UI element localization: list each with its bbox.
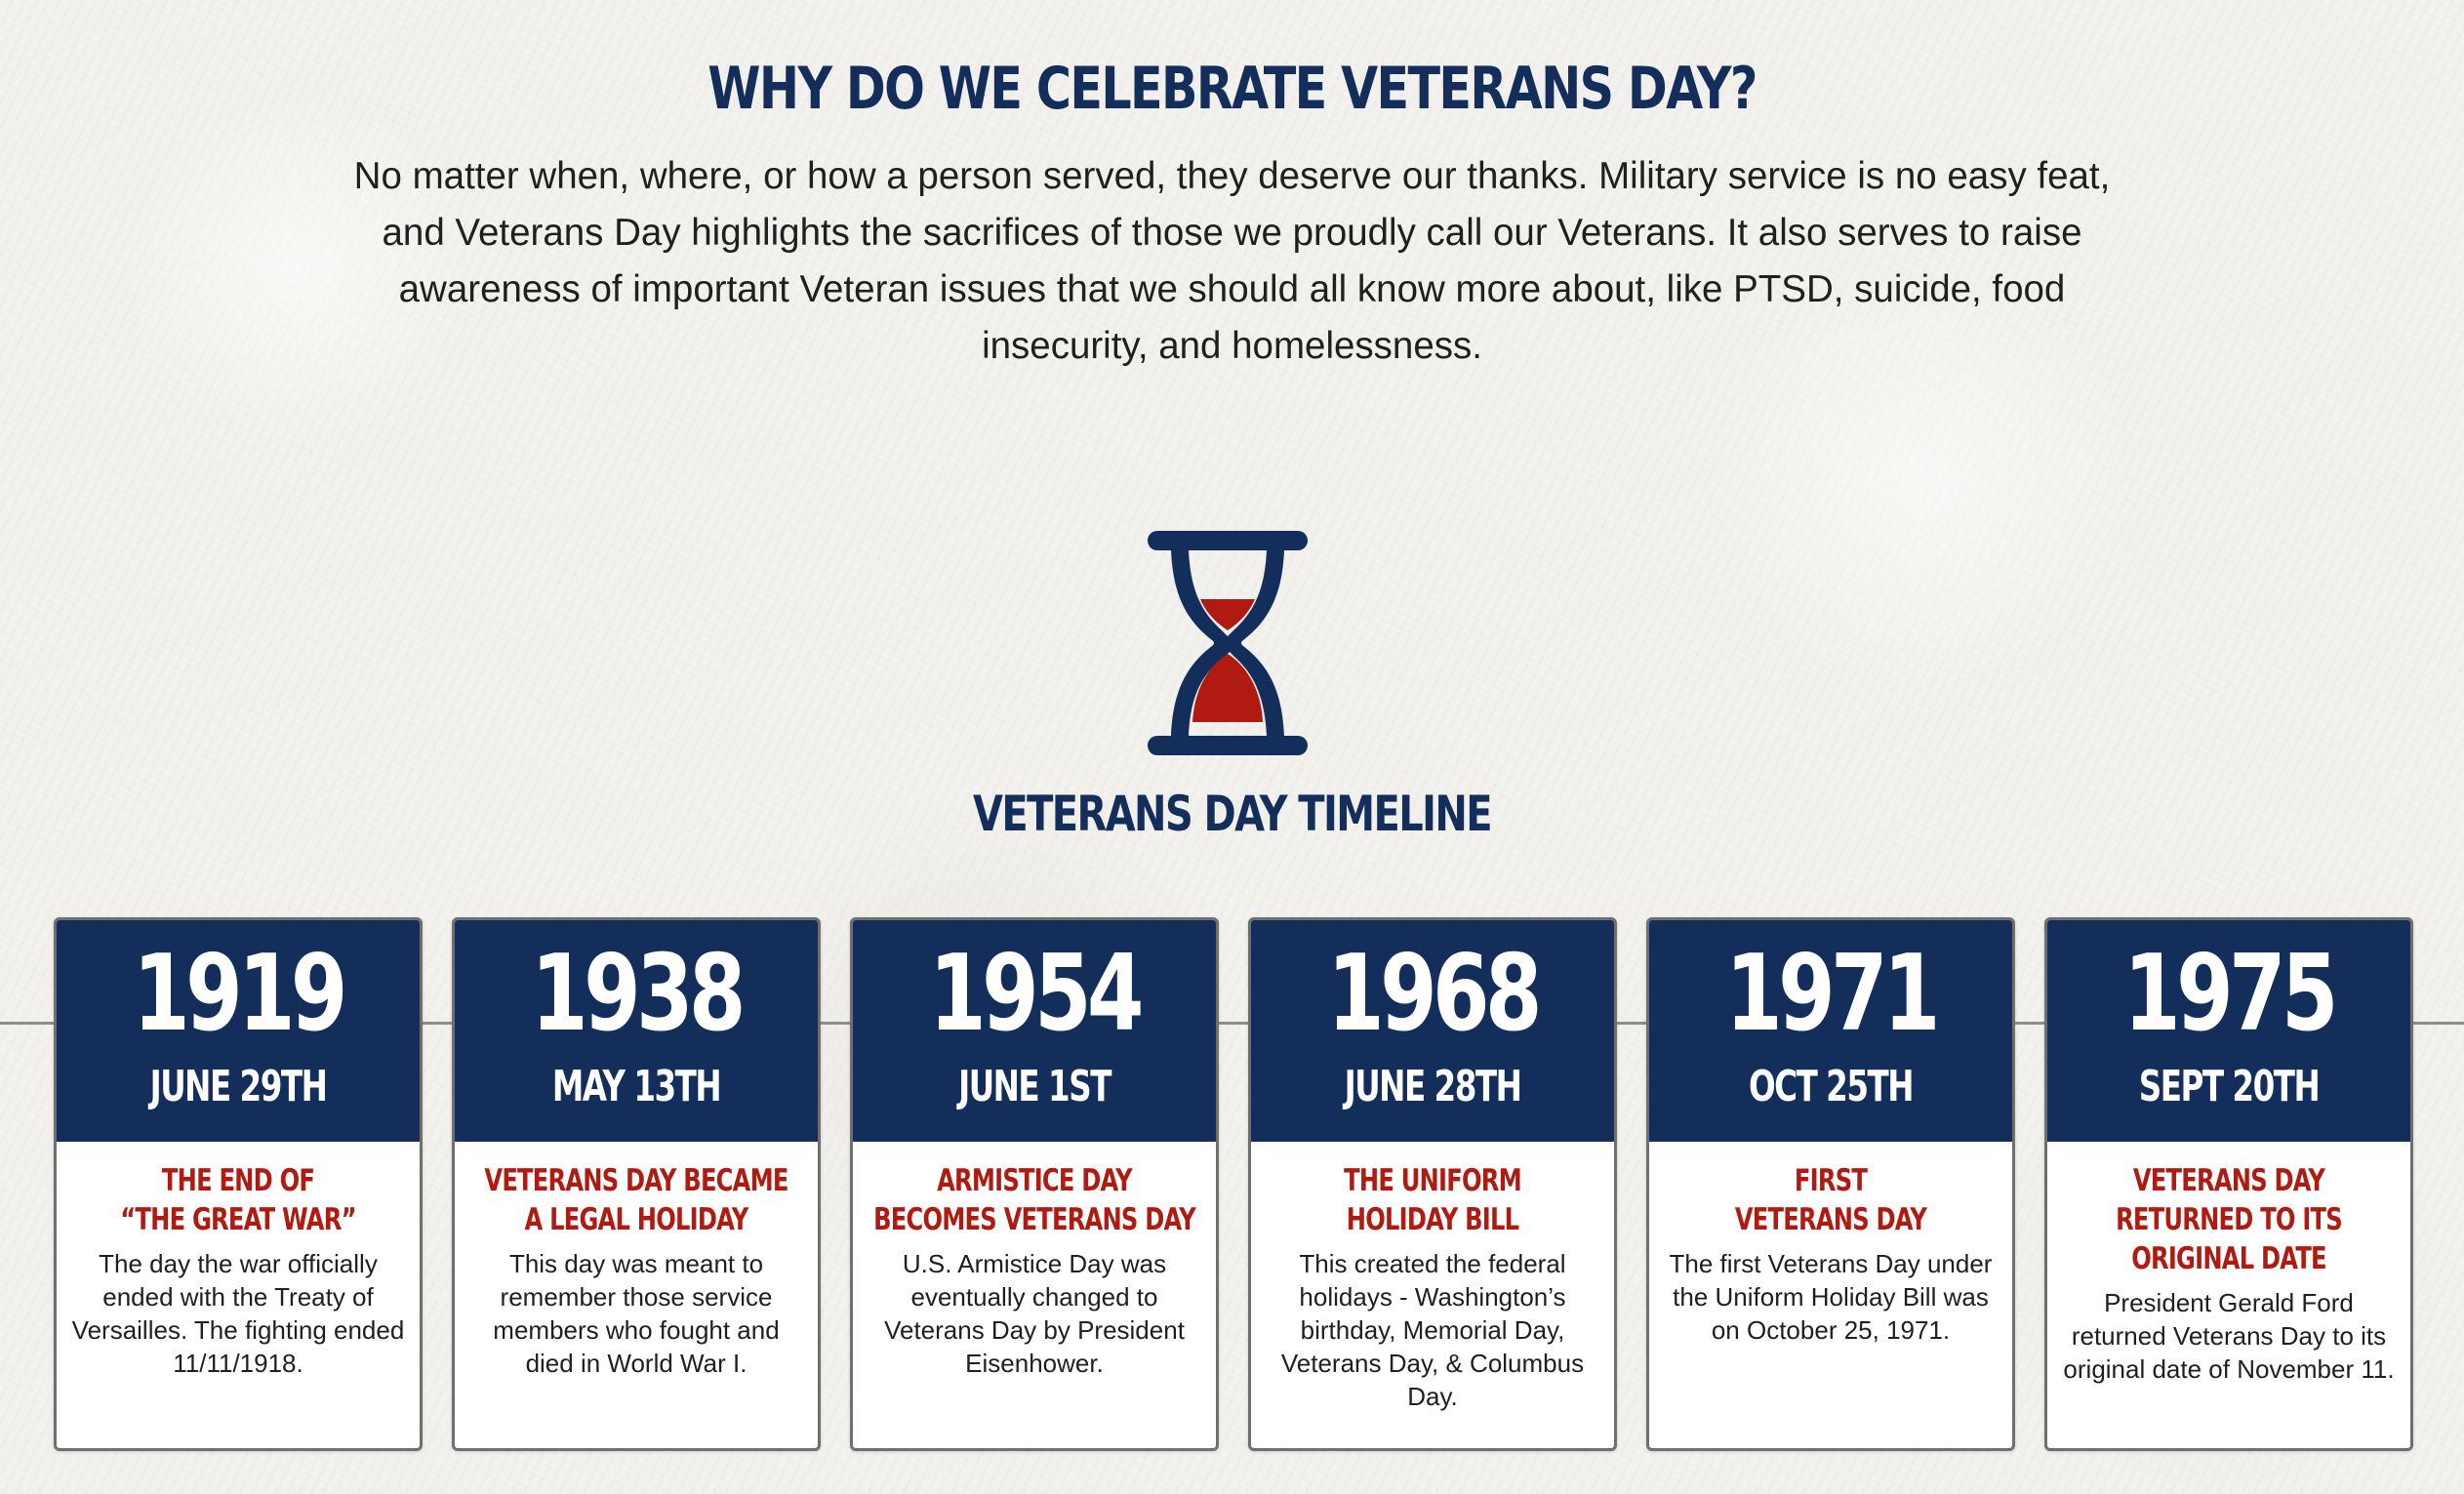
- timeline-card-1919: [54, 917, 423, 1451]
- card-title: VETERANS DAY BECAME A LEGAL HOLIDAY: [484, 1163, 788, 1237]
- card-date: OCT 25TH: [1748, 1062, 1914, 1111]
- card-header: [1649, 920, 2012, 1142]
- card-year: 1919: [133, 933, 343, 1055]
- card-description: The first Veterans Day under the Uniform Holiday Bill was on October 25, 1971.: [1669, 1249, 1993, 1345]
- card-year: 1975: [2123, 933, 2334, 1055]
- timeline-card-1968: [1248, 917, 1617, 1451]
- card-description: President Gerald Ford returned Veterans Day to its original date of November 11.: [2063, 1288, 2395, 1384]
- hourglass-icon: [1144, 527, 1312, 759]
- card-header: [853, 920, 1216, 1142]
- card-body: [2047, 1142, 2410, 1386]
- timeline-card-1975: [2044, 917, 2413, 1451]
- card-year: 1971: [1725, 933, 1936, 1055]
- card-year: 1968: [1327, 933, 1538, 1055]
- card-header: [455, 920, 818, 1142]
- card-description: U.S. Armistice Day was eventually changed to Veterans Day by President Eisenhower.: [884, 1249, 1185, 1378]
- timeline-card-1938: [452, 917, 821, 1451]
- card-description: This created the federal holidays - Washington’s birthday, Memorial Day, Veterans Day, & Columbus Day.: [1280, 1249, 1585, 1411]
- card-header: [57, 920, 420, 1142]
- card-body: [1649, 1142, 2012, 1347]
- timeline-card-1954: [850, 917, 1219, 1451]
- card-title: THE END OF “THE GREAT WAR”: [120, 1163, 356, 1237]
- timeline-card-1971: [1646, 917, 2015, 1451]
- page-title: WHY DO WE CELEBRATE VETERANS DAY?: [707, 55, 1757, 123]
- card-date: MAY 13TH: [551, 1062, 721, 1111]
- card-body: [853, 1142, 1216, 1380]
- card-year: 1938: [531, 933, 742, 1055]
- card-title: THE UNIFORM HOLIDAY BILL: [1344, 1163, 1521, 1237]
- card-header: [1251, 920, 1614, 1142]
- card-title: FIRST VETERANS DAY: [1734, 1163, 1927, 1237]
- intro-paragraph: No matter when, where, or how a person served, they deserve our thanks. Military service is no easy feat, and Veterans Day highlights the sacrifices of those we proudly call our Veterans. It also serves to raise awareness of important Veteran issues that we should all know more about, like PTSD, suicide, food insecurity, and homelessness.: [353, 155, 2111, 367]
- card-date: JUNE 1ST: [958, 1062, 1111, 1111]
- card-description: This day was meant to remember those service members who fought and died in World War I.: [493, 1249, 780, 1378]
- card-body: [455, 1142, 818, 1380]
- timeline-title: VETERANS DAY TIMELINE: [973, 786, 1491, 842]
- card-date: SEPT 20TH: [2138, 1062, 2320, 1111]
- card-body: [57, 1142, 420, 1380]
- card-description: The day the war officially ended with the Treaty of Versailles. The fighting ended 11/11/1918.: [71, 1249, 405, 1378]
- card-date: JUNE 28TH: [1344, 1062, 1521, 1111]
- card-title: ARMISTICE DAY BECOMES VETERANS DAY: [873, 1163, 1195, 1237]
- hourglass-bottom-cap: [1148, 736, 1308, 755]
- card-header: [2047, 920, 2410, 1142]
- hourglass-top-cap: [1148, 531, 1308, 550]
- card-date: JUNE 29TH: [149, 1062, 327, 1111]
- card-title: VETERANS DAY RETURNED TO ITS ORIGINAL DATE: [2116, 1163, 2342, 1276]
- card-body: [1251, 1142, 1614, 1413]
- card-year: 1954: [929, 933, 1140, 1055]
